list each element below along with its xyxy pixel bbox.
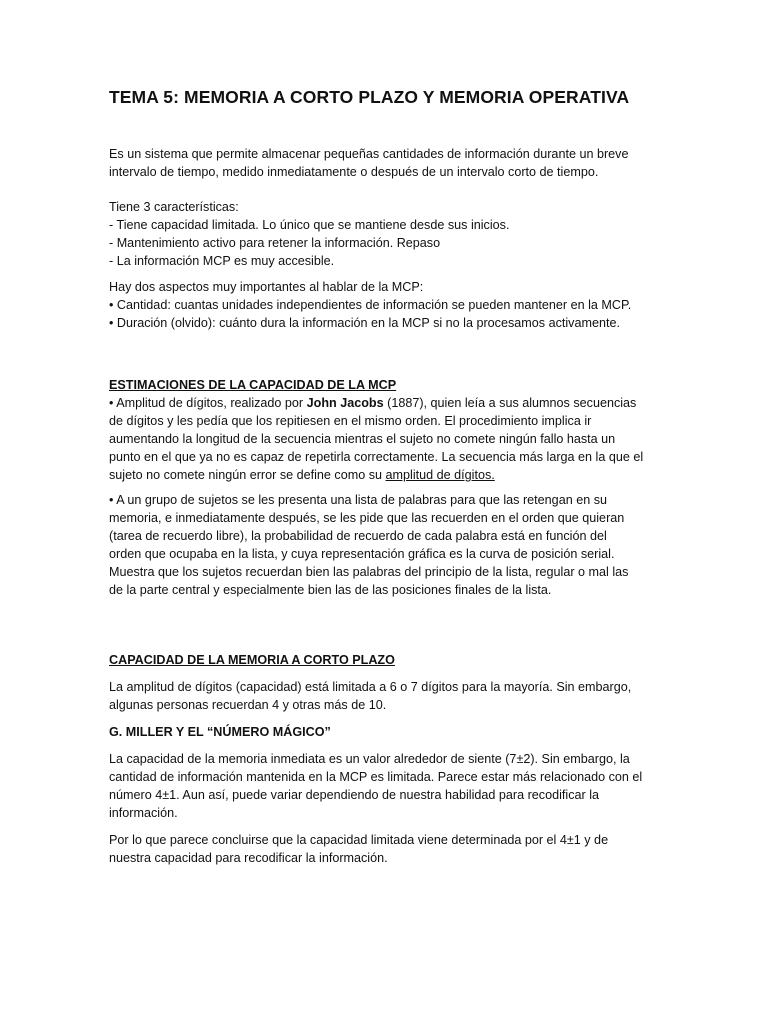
characteristics-heading: Tiene 3 características: — [109, 200, 239, 214]
capacity-line: La amplitud de dígitos (capacidad) está limitada a 6 o 7 dígitos para la mayoría. Sin embargo, — [109, 680, 632, 694]
characteristic-item: - Tiene capacidad limitada. Lo único que se mantiene desde sus inicios. — [109, 218, 510, 232]
free-recall-line: (tarea de recuerdo libre), la probabilidad de recuerdo de cada palabra está en función del — [109, 529, 607, 543]
aspects-heading: Hay dos aspectos muy importantes al hablar de la MCP: — [109, 280, 424, 294]
estimations-text: (1887), quien leía a sus alumnos secuencias — [383, 396, 637, 410]
intro-line: Es un sistema que permite almacenar pequeñas cantidades de información durante un breve — [109, 147, 629, 161]
estimations-line — [109, 394, 636, 412]
estimations-heading: ESTIMACIONES DE LA CAPACIDAD DE LA MCP — [109, 378, 397, 392]
aspect-item: • Cantidad: cuantas unidades independientes de información se pueden mantener en la MCP. — [109, 298, 632, 312]
estimations-line: punto en el que ya no es capaz de repetirla correctamente. La secuencia más larga en la que el — [109, 450, 644, 464]
free-recall-line: Muestra que los sujetos recuerdan bien las palabras del principio de la lista, regular o mal las — [109, 565, 629, 579]
estimations-line: de dígitos y les pedía que los repitiesen en el mismo orden. El procedimiento implica ir — [109, 414, 592, 428]
miller-line: cantidad de información mantenida en la MCP es limitada. Parece estar más relacionado con el — [109, 770, 643, 784]
free-recall-line: • A un grupo de sujetos se les presenta una lista de palabras para que las retengan en su — [109, 493, 608, 507]
free-recall-line: de la parte central y especialmente bien las de las posiciones finales de la lista. — [109, 583, 552, 597]
miller-line: información. — [109, 806, 178, 820]
aspect-item: • Duración (olvido): cuánto dura la información en la MCP si no la procesamos activamente. — [109, 316, 620, 330]
estimations-line: aumentando la longitud de la secuencia mientras el sujeto no comete ningún fallo hasta un — [109, 432, 616, 446]
conclusion-line: Por lo que parece concluirse que la capacidad limitada viene determinada por el 4±1 y de — [109, 833, 609, 847]
capacity-line: algunas personas recuerdan 4 y otras más de 10. — [109, 698, 387, 712]
estimations-text: • Amplitud de dígitos, realizado por — [109, 396, 307, 410]
author-name: John Jacobs — [306, 396, 384, 410]
term-amplitud-digitos: amplitud de dígitos. — [385, 468, 495, 482]
conclusion-line: nuestra capacidad para recodificar la información. — [109, 851, 388, 865]
intro-line: intervalo de tiempo, medido inmediatamente o después de un intervalo corto de tiempo. — [109, 165, 599, 179]
free-recall-line: orden que ocupaba en la lista, y cuya representación gráfica es la curva de posición serial. — [109, 547, 615, 561]
characteristic-item: - Mantenimiento activo para retener la información. Repaso — [109, 236, 441, 250]
miller-line: número 4±1. Aun así, puede variar dependiendo de nuestra habilidad para recodificar la — [109, 788, 599, 802]
estimations-text: sujeto no comete ningún error se define como su — [109, 468, 386, 482]
estimations-line — [109, 466, 495, 484]
miller-line: La capacidad de la memoria inmediata es un valor alrededor de siente (7±2). Sin embargo, la — [109, 752, 630, 766]
miller-heading: G. MILLER Y EL “NÚMERO MÁGICO” — [109, 725, 331, 739]
capacity-heading: CAPACIDAD DE LA MEMORIA A CORTO PLAZO — [109, 653, 395, 667]
page-title: TEMA 5: MEMORIA A CORTO PLAZO Y MEMORIA OPERATIVA — [109, 87, 630, 107]
characteristic-item: - La información MCP es muy accesible. — [109, 254, 335, 268]
free-recall-line: memoria, e inmediatamente después, se les pide que las recuerden en el orden que quieran — [109, 511, 625, 525]
